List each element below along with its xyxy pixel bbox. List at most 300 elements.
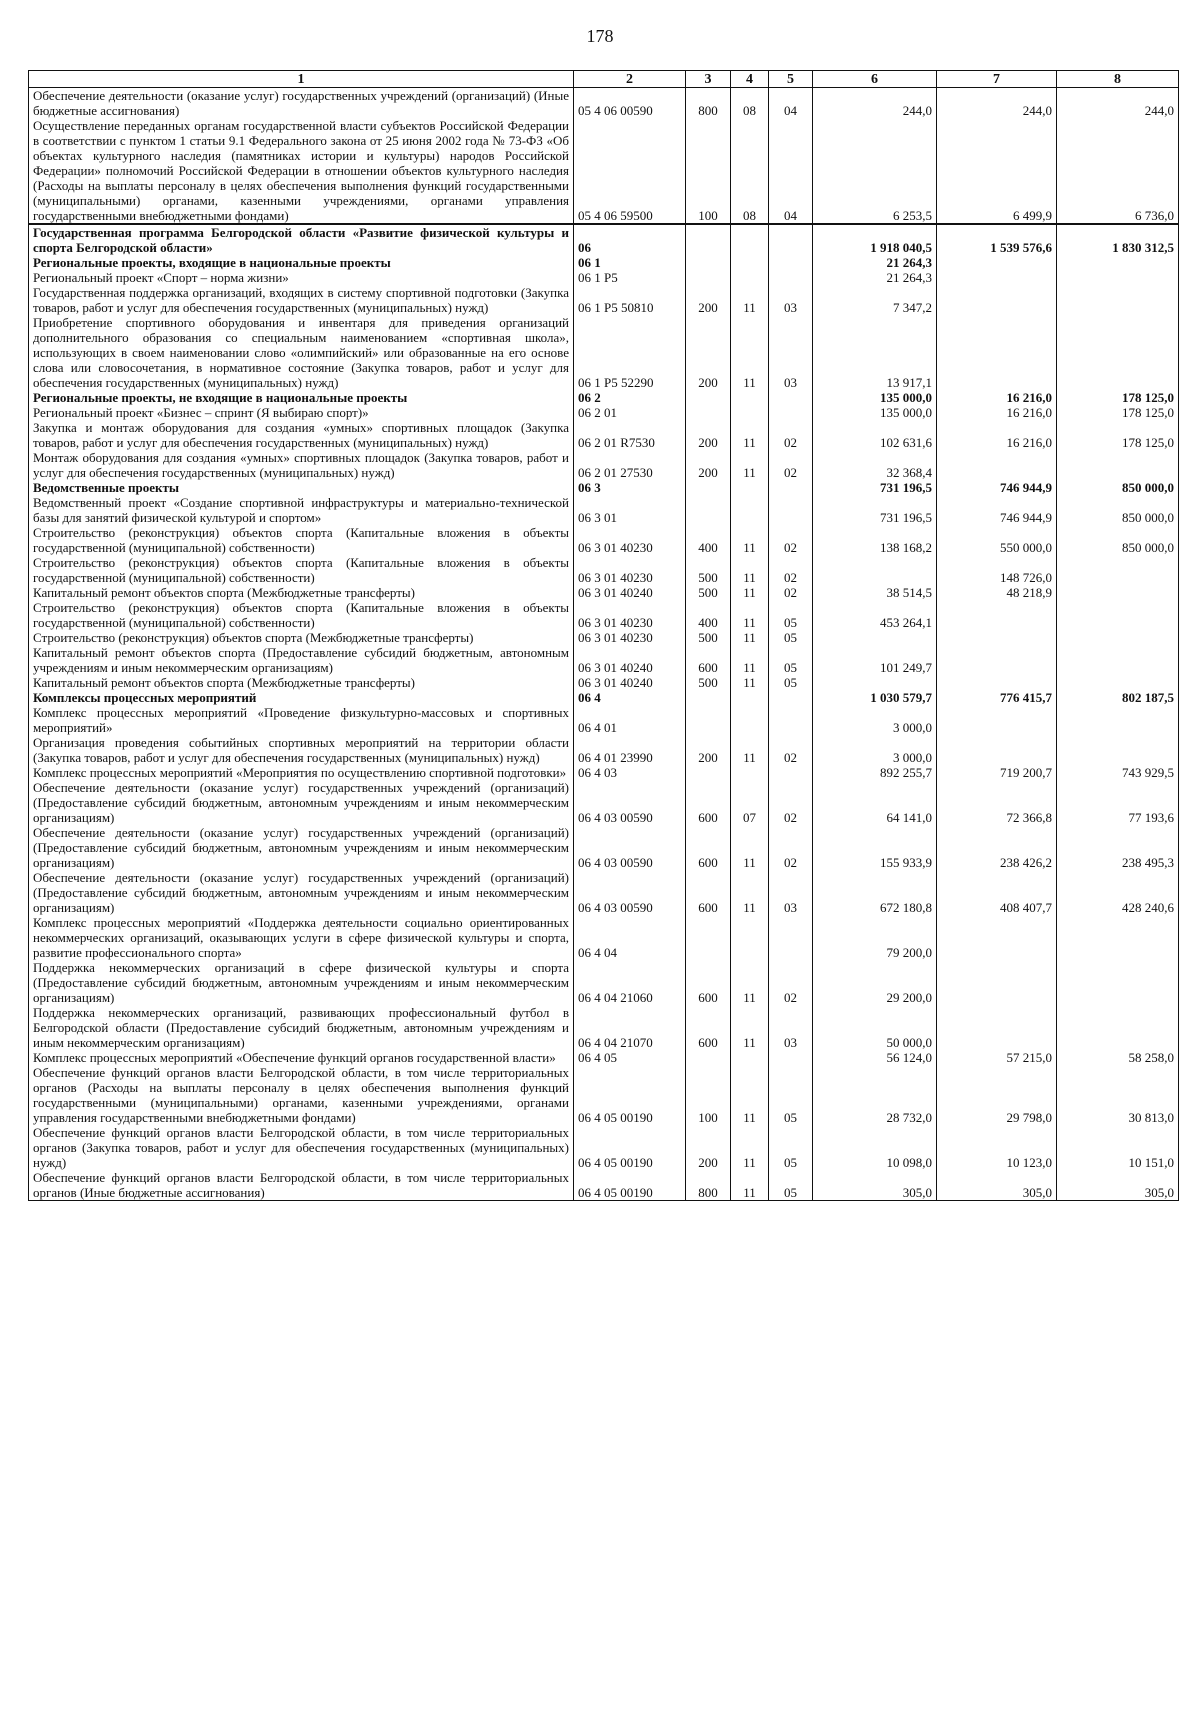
row-amount-year-3: 244,0 [1057, 88, 1179, 119]
table-row [29, 585, 1179, 600]
row-amount-year-3 [1057, 555, 1179, 585]
row-amount-year-3 [1057, 735, 1179, 765]
row-amount-year-3: 58 258,0 [1057, 1050, 1179, 1065]
row-amount-year-1: 10 098,0 [813, 1125, 937, 1170]
row-amount-year-3 [1057, 915, 1179, 960]
row-amount-year-1: 731 196,5 [813, 495, 937, 525]
table-row [29, 1005, 1179, 1050]
row-amount-year-1: 64 141,0 [813, 780, 937, 825]
row-expense-type [686, 495, 731, 525]
row-subsection: 02 [769, 585, 813, 600]
row-amount-year-1 [813, 555, 937, 585]
row-amount-year-2: 550 000,0 [937, 525, 1057, 555]
row-amount-year-2: 408 407,7 [937, 870, 1057, 915]
row-amount-year-3 [1057, 630, 1179, 645]
row-section [731, 480, 769, 495]
row-expense-type: 200 [686, 735, 731, 765]
row-amount-year-2: 57 215,0 [937, 1050, 1057, 1065]
row-expense-type: 600 [686, 870, 731, 915]
table-row [29, 420, 1179, 450]
row-amount-year-2 [937, 630, 1057, 645]
row-name: Капитальный ремонт объектов спорта (Межбюджетные трансферты) [29, 585, 574, 600]
row-amount-year-1: 155 933,9 [813, 825, 937, 870]
table-row [29, 495, 1179, 525]
table-row [29, 1065, 1179, 1125]
row-amount-year-3 [1057, 450, 1179, 480]
row-code: 06 3 [574, 480, 686, 495]
row-amount-year-1: 21 264,3 [813, 255, 937, 270]
row-subsection: 02 [769, 780, 813, 825]
row-expense-type: 400 [686, 600, 731, 630]
row-amount-year-2 [937, 735, 1057, 765]
row-amount-year-2 [937, 270, 1057, 285]
row-amount-year-1: 1 918 040,5 [813, 224, 937, 255]
row-subsection: 02 [769, 825, 813, 870]
row-amount-year-2: 244,0 [937, 88, 1057, 119]
row-amount-year-2: 6 499,9 [937, 118, 1057, 224]
row-code: 06 4 05 [574, 1050, 686, 1065]
row-code: 05 4 06 59500 [574, 118, 686, 224]
table-row [29, 825, 1179, 870]
row-section: 11 [731, 870, 769, 915]
table-row [29, 1170, 1179, 1201]
row-section: 08 [731, 118, 769, 224]
row-amount-year-3 [1057, 1005, 1179, 1050]
row-amount-year-1: 6 253,5 [813, 118, 937, 224]
row-amount-year-3: 178 125,0 [1057, 420, 1179, 450]
row-subsection: 04 [769, 88, 813, 119]
row-code: 06 4 [574, 690, 686, 705]
row-amount-year-1: 3 000,0 [813, 705, 937, 735]
row-amount-year-1: 3 000,0 [813, 735, 937, 765]
row-expense-type: 500 [686, 675, 731, 690]
row-section: 11 [731, 285, 769, 315]
row-subsection: 02 [769, 555, 813, 585]
row-name: Обеспечение деятельности (оказание услуг) государственных учреждений (организаций) (Предоставление субсидий бюджетным, автономным учреждениям и иным некоммерческим организациям) [29, 780, 574, 825]
row-name: Региональный проект «Бизнес – спринт (Я выбираю спорт)» [29, 405, 574, 420]
row-amount-year-2: 238 426,2 [937, 825, 1057, 870]
row-subsection: 05 [769, 630, 813, 645]
row-name: Комплекс процессных мероприятий «Проведение физкультурно-массовых и спортивных мероприятий» [29, 705, 574, 735]
row-section: 11 [731, 645, 769, 675]
row-code: 06 2 01 27530 [574, 450, 686, 480]
row-section: 11 [731, 1125, 769, 1170]
row-subsection: 04 [769, 118, 813, 224]
table-row [29, 735, 1179, 765]
row-section [731, 270, 769, 285]
row-expense-type: 600 [686, 960, 731, 1005]
row-amount-year-3: 743 929,5 [1057, 765, 1179, 780]
table-row [29, 780, 1179, 825]
row-amount-year-3 [1057, 270, 1179, 285]
row-amount-year-3 [1057, 255, 1179, 270]
row-amount-year-1: 13 917,1 [813, 315, 937, 390]
row-amount-year-1: 244,0 [813, 88, 937, 119]
row-section: 11 [731, 735, 769, 765]
header-row [29, 71, 1179, 88]
row-name: Организация проведения событийных спортивных мероприятий на территории области (Закупка товаров, работ и услуг для обеспечения государственных (муниципальных) нужд) [29, 735, 574, 765]
row-section: 11 [731, 420, 769, 450]
row-amount-year-2: 48 218,9 [937, 585, 1057, 600]
row-amount-year-1: 32 368,4 [813, 450, 937, 480]
row-section [731, 690, 769, 705]
row-amount-year-2: 776 415,7 [937, 690, 1057, 705]
table-row [29, 675, 1179, 690]
row-amount-year-3 [1057, 285, 1179, 315]
row-expense-type: 100 [686, 118, 731, 224]
row-amount-year-3: 77 193,6 [1057, 780, 1179, 825]
row-section: 11 [731, 960, 769, 1005]
row-subsection [769, 224, 813, 255]
row-amount-year-2: 10 123,0 [937, 1125, 1057, 1170]
row-code: 06 1 P5 52290 [574, 315, 686, 390]
row-amount-year-3: 802 187,5 [1057, 690, 1179, 705]
row-name: Ведомственный проект «Создание спортивной инфраструктуры и материально-технической базы для занятий физической культурой и спортом» [29, 495, 574, 525]
row-amount-year-3: 6 736,0 [1057, 118, 1179, 224]
row-name: Капитальный ремонт объектов спорта (Межбюджетные трансферты) [29, 675, 574, 690]
table-row [29, 255, 1179, 270]
row-subsection: 05 [769, 675, 813, 690]
header-col-7: 7 [937, 71, 1057, 88]
row-section [731, 255, 769, 270]
row-section: 11 [731, 1170, 769, 1201]
row-amount-year-2 [937, 450, 1057, 480]
row-subsection: 05 [769, 645, 813, 675]
row-expense-type: 500 [686, 585, 731, 600]
row-amount-year-1: 29 200,0 [813, 960, 937, 1005]
row-subsection [769, 1050, 813, 1065]
header-col-2: 2 [574, 71, 686, 88]
row-amount-year-3: 850 000,0 [1057, 525, 1179, 555]
row-section: 11 [731, 1005, 769, 1050]
row-name: Комплексы процессных мероприятий [29, 690, 574, 705]
row-subsection [769, 915, 813, 960]
table-row [29, 525, 1179, 555]
row-subsection: 05 [769, 1125, 813, 1170]
row-subsection [769, 765, 813, 780]
row-amount-year-1: 102 631,6 [813, 420, 937, 450]
row-amount-year-1: 28 732,0 [813, 1065, 937, 1125]
row-name: Поддержка некоммерческих организаций в сфере физической культуры и спорта (Предоставление субсидий бюджетным, автономным учреждениям и иным некоммерческим организациям) [29, 960, 574, 1005]
row-subsection: 02 [769, 960, 813, 1005]
row-amount-year-1: 79 200,0 [813, 915, 937, 960]
row-amount-year-1: 135 000,0 [813, 390, 937, 405]
row-code: 06 4 01 [574, 705, 686, 735]
row-section [731, 765, 769, 780]
row-subsection: 03 [769, 285, 813, 315]
row-subsection [769, 270, 813, 285]
row-expense-type [686, 270, 731, 285]
row-code: 06 4 03 [574, 765, 686, 780]
row-name: Строительство (реконструкция) объектов спорта (Капитальные вложения в объекты государственной (муниципальной) собственности) [29, 525, 574, 555]
row-expense-type [686, 255, 731, 270]
row-name: Закупка и монтаж оборудования для создания «умных» спортивных площадок (Закупка товаров, работ и услуг для обеспечения государственных (муниципальных) нужд) [29, 420, 574, 450]
row-amount-year-3: 178 125,0 [1057, 390, 1179, 405]
row-amount-year-2 [937, 1005, 1057, 1050]
row-amount-year-3 [1057, 645, 1179, 675]
header-col-1: 1 [29, 71, 574, 88]
row-section: 11 [731, 630, 769, 645]
row-subsection: 05 [769, 1065, 813, 1125]
row-amount-year-1: 1 030 579,7 [813, 690, 937, 705]
row-amount-year-2: 16 216,0 [937, 420, 1057, 450]
row-expense-type [686, 705, 731, 735]
table-row [29, 450, 1179, 480]
row-section: 11 [731, 600, 769, 630]
row-section [731, 1050, 769, 1065]
row-code: 06 4 05 00190 [574, 1125, 686, 1170]
row-expense-type [686, 480, 731, 495]
row-amount-year-3: 178 125,0 [1057, 405, 1179, 420]
header-col-3: 3 [686, 71, 731, 88]
row-amount-year-2 [937, 600, 1057, 630]
row-amount-year-2: 16 216,0 [937, 390, 1057, 405]
row-amount-year-2 [937, 645, 1057, 675]
table-row [29, 118, 1179, 224]
table-row [29, 960, 1179, 1005]
row-code: 06 2 01 R7530 [574, 420, 686, 450]
row-subsection: 02 [769, 525, 813, 555]
table-row [29, 224, 1179, 255]
table-row [29, 285, 1179, 315]
row-name: Комплекс процессных мероприятий «Поддержка деятельности социально ориентированных некоммерческих организаций, оказывающих услуги в сфере физической культуры и спорта, развитие профессионального спорта» [29, 915, 574, 960]
row-amount-year-2: 746 944,9 [937, 495, 1057, 525]
row-amount-year-1: 56 124,0 [813, 1050, 937, 1065]
table-row [29, 1125, 1179, 1170]
row-code: 06 3 01 40240 [574, 585, 686, 600]
table-row [29, 88, 1179, 119]
row-subsection [769, 390, 813, 405]
row-code: 06 2 01 [574, 405, 686, 420]
row-code: 06 1 P5 [574, 270, 686, 285]
row-expense-type: 100 [686, 1065, 731, 1125]
row-amount-year-2 [937, 705, 1057, 735]
row-amount-year-1: 21 264,3 [813, 270, 937, 285]
header-col-8: 8 [1057, 71, 1179, 88]
row-amount-year-2: 746 944,9 [937, 480, 1057, 495]
table-row [29, 705, 1179, 735]
row-code: 06 4 01 23990 [574, 735, 686, 765]
row-code: 06 3 01 40230 [574, 525, 686, 555]
table-row [29, 405, 1179, 420]
row-code: 06 4 03 00590 [574, 825, 686, 870]
row-code: 06 3 01 [574, 495, 686, 525]
table-row [29, 870, 1179, 915]
row-subsection: 02 [769, 420, 813, 450]
row-subsection [769, 255, 813, 270]
row-amount-year-2 [937, 285, 1057, 315]
row-subsection [769, 690, 813, 705]
row-name: Капитальный ремонт объектов спорта (Предоставление субсидий бюджетным, автономным учреждениям и иным некоммерческим организациям) [29, 645, 574, 675]
row-name: Поддержка некоммерческих организаций, развивающих профессиональный футбол в Белгородской области (Предоставление субсидий бюджетным, автономным учреждениям и иным некоммерческим организациям) [29, 1005, 574, 1050]
row-name: Комплекс процессных мероприятий «Обеспечение функций органов государственной власти» [29, 1050, 574, 1065]
table-row [29, 600, 1179, 630]
row-name: Обеспечение функций органов власти Белгородской области, в том числе территориальных органов (Расходы на выплаты персоналу в целях обеспечения выполнения функций государственными (муниципальными) органами, казенными учреждениями, органами управления государственными внебюджетными фондами) [29, 1065, 574, 1125]
row-amount-year-3: 305,0 [1057, 1170, 1179, 1201]
row-code: 06 1 P5 50810 [574, 285, 686, 315]
row-section [731, 390, 769, 405]
row-expense-type: 200 [686, 450, 731, 480]
row-amount-year-2: 72 366,8 [937, 780, 1057, 825]
row-expense-type: 600 [686, 825, 731, 870]
row-code: 06 3 01 40230 [574, 555, 686, 585]
row-amount-year-2 [937, 255, 1057, 270]
row-subsection: 03 [769, 1005, 813, 1050]
row-name: Строительство (реконструкция) объектов спорта (Капитальные вложения в объекты государственной (муниципальной) собственности) [29, 555, 574, 585]
row-code: 06 [574, 224, 686, 255]
row-subsection [769, 480, 813, 495]
row-name: Осуществление переданных органам государственной власти субъектов Российской Федерации в соответствии с пунктом 1 статьи 9.1 Федерального закона от 25 июня 2002 года № 73-ФЗ «Об объектах культурного наследия (памятниках истории и культуры) народов Российской Федерации» полномочий Российской Федерации в отношении объектов культурного наследия (Расходы на выплаты персоналу в целях обеспечения выполнения функций государственными (муниципальными) органами, казенными учреждениями, органами управления государственными внебюджетными фондами) [29, 118, 574, 224]
row-amount-year-3 [1057, 315, 1179, 390]
row-section: 11 [731, 450, 769, 480]
row-amount-year-3: 850 000,0 [1057, 495, 1179, 525]
row-subsection: 05 [769, 600, 813, 630]
row-section: 11 [731, 1065, 769, 1125]
table-body [29, 88, 1179, 1201]
row-name: Монтаж оборудования для создания «умных» спортивных площадок (Закупка товаров, работ и услуг для обеспечения государственных (муниципальных) нужд) [29, 450, 574, 480]
row-section: 11 [731, 675, 769, 690]
row-code: 06 3 01 40230 [574, 600, 686, 630]
budget-table [28, 70, 1179, 1201]
header-col-4: 4 [731, 71, 769, 88]
row-expense-type: 600 [686, 1005, 731, 1050]
row-code: 06 4 04 21070 [574, 1005, 686, 1050]
row-expense-type: 200 [686, 420, 731, 450]
row-name: Приобретение спортивного оборудования и инвентаря для приведения организаций дополнительного образования со специальным наименованием «спортивная школа», использующих в своем наименовании слово «олимпийский» или образованные на его основе слова или словосочетания, в нормативное состояние (Закупка товаров, работ и услуг для обеспечения государственных (муниципальных) нужд) [29, 315, 574, 390]
row-amount-year-1: 138 168,2 [813, 525, 937, 555]
row-amount-year-1 [813, 630, 937, 645]
row-subsection [769, 495, 813, 525]
row-section [731, 915, 769, 960]
row-amount-year-1: 305,0 [813, 1170, 937, 1201]
row-code: 06 3 01 40230 [574, 630, 686, 645]
row-name: Региональные проекты, не входящие в национальные проекты [29, 390, 574, 405]
row-section: 11 [731, 555, 769, 585]
header-col-6: 6 [813, 71, 937, 88]
row-name: Государственная поддержка организаций, входящих в систему спортивной подготовки (Закупка товаров, работ и услуг для обеспечения государственных (муниципальных) нужд) [29, 285, 574, 315]
row-amount-year-3: 30 813,0 [1057, 1065, 1179, 1125]
row-code: 06 1 [574, 255, 686, 270]
row-code: 05 4 06 00590 [574, 88, 686, 119]
row-code: 06 4 03 00590 [574, 780, 686, 825]
row-name: Строительство (реконструкция) объектов спорта (Капитальные вложения в объекты государственной (муниципальной) собственности) [29, 600, 574, 630]
row-amount-year-2 [937, 675, 1057, 690]
row-name: Обеспечение деятельности (оказание услуг) государственных учреждений (организаций) (Предоставление субсидий бюджетным, автономным учреждениям и иным некоммерческим организациям) [29, 825, 574, 870]
row-section: 11 [731, 825, 769, 870]
row-code: 06 2 [574, 390, 686, 405]
table-row [29, 555, 1179, 585]
row-amount-year-3: 238 495,3 [1057, 825, 1179, 870]
row-name: Ведомственные проекты [29, 480, 574, 495]
row-expense-type: 500 [686, 555, 731, 585]
table-row [29, 690, 1179, 705]
table-row [29, 915, 1179, 960]
row-subsection [769, 705, 813, 735]
row-amount-year-2: 305,0 [937, 1170, 1057, 1201]
row-amount-year-2: 29 798,0 [937, 1065, 1057, 1125]
row-name: Обеспечение деятельности (оказание услуг) государственных учреждений (организаций) (Предоставление субсидий бюджетным, автономным учреждениям и иным некоммерческим организациям) [29, 870, 574, 915]
row-amount-year-2 [937, 315, 1057, 390]
row-code: 06 4 05 00190 [574, 1065, 686, 1125]
row-name: Региональный проект «Спорт – норма жизни» [29, 270, 574, 285]
table-row [29, 630, 1179, 645]
row-amount-year-3 [1057, 705, 1179, 735]
row-expense-type: 600 [686, 780, 731, 825]
row-subsection [769, 405, 813, 420]
table-row [29, 480, 1179, 495]
row-amount-year-1: 7 347,2 [813, 285, 937, 315]
row-expense-type [686, 915, 731, 960]
row-expense-type: 200 [686, 285, 731, 315]
row-expense-type: 800 [686, 88, 731, 119]
row-subsection: 02 [769, 735, 813, 765]
row-section: 11 [731, 525, 769, 555]
row-amount-year-3: 10 151,0 [1057, 1125, 1179, 1170]
row-section: 11 [731, 315, 769, 390]
row-section: 07 [731, 780, 769, 825]
row-code: 06 4 04 21060 [574, 960, 686, 1005]
row-expense-type [686, 405, 731, 420]
row-expense-type [686, 1050, 731, 1065]
row-amount-year-2: 1 539 576,6 [937, 224, 1057, 255]
row-amount-year-2 [937, 960, 1057, 1005]
row-expense-type [686, 224, 731, 255]
row-expense-type [686, 690, 731, 705]
row-expense-type: 200 [686, 315, 731, 390]
row-expense-type: 800 [686, 1170, 731, 1201]
row-amount-year-1: 135 000,0 [813, 405, 937, 420]
row-amount-year-3 [1057, 585, 1179, 600]
table-row [29, 645, 1179, 675]
row-name: Обеспечение функций органов власти Белгородской области, в том числе территориальных органов (Иные бюджетные ассигнования) [29, 1170, 574, 1201]
row-section [731, 224, 769, 255]
row-amount-year-2: 148 726,0 [937, 555, 1057, 585]
table-row [29, 765, 1179, 780]
row-subsection: 03 [769, 870, 813, 915]
row-code: 06 3 01 40240 [574, 645, 686, 675]
row-amount-year-3: 428 240,6 [1057, 870, 1179, 915]
row-section [731, 495, 769, 525]
row-subsection: 02 [769, 450, 813, 480]
row-code: 06 4 05 00190 [574, 1170, 686, 1201]
row-amount-year-1: 453 264,1 [813, 600, 937, 630]
row-amount-year-1: 50 000,0 [813, 1005, 937, 1050]
row-subsection: 03 [769, 315, 813, 390]
row-amount-year-1: 672 180,8 [813, 870, 937, 915]
row-expense-type: 500 [686, 630, 731, 645]
row-code: 06 3 01 40240 [574, 675, 686, 690]
row-amount-year-1 [813, 675, 937, 690]
row-name: Региональные проекты, входящие в национальные проекты [29, 255, 574, 270]
row-code: 06 4 03 00590 [574, 870, 686, 915]
row-section [731, 405, 769, 420]
page-number: 178 [586, 26, 614, 46]
row-name: Обеспечение функций органов власти Белгородской области, в том числе территориальных органов (Закупка товаров, работ и услуг для обеспечения государственных (муниципальных) нужд) [29, 1125, 574, 1170]
row-name: Строительство (реконструкция) объектов спорта (Межбюджетные трансферты) [29, 630, 574, 645]
row-amount-year-1: 892 255,7 [813, 765, 937, 780]
table-row [29, 315, 1179, 390]
row-section: 11 [731, 585, 769, 600]
row-section [731, 705, 769, 735]
table-row [29, 390, 1179, 405]
row-amount-year-1: 38 514,5 [813, 585, 937, 600]
row-amount-year-2: 16 216,0 [937, 405, 1057, 420]
row-name: Комплекс процессных мероприятий «Мероприятия по осуществлению спортивной подготовки» [29, 765, 574, 780]
row-amount-year-3: 850 000,0 [1057, 480, 1179, 495]
row-subsection: 05 [769, 1170, 813, 1201]
row-expense-type [686, 390, 731, 405]
row-amount-year-3 [1057, 960, 1179, 1005]
